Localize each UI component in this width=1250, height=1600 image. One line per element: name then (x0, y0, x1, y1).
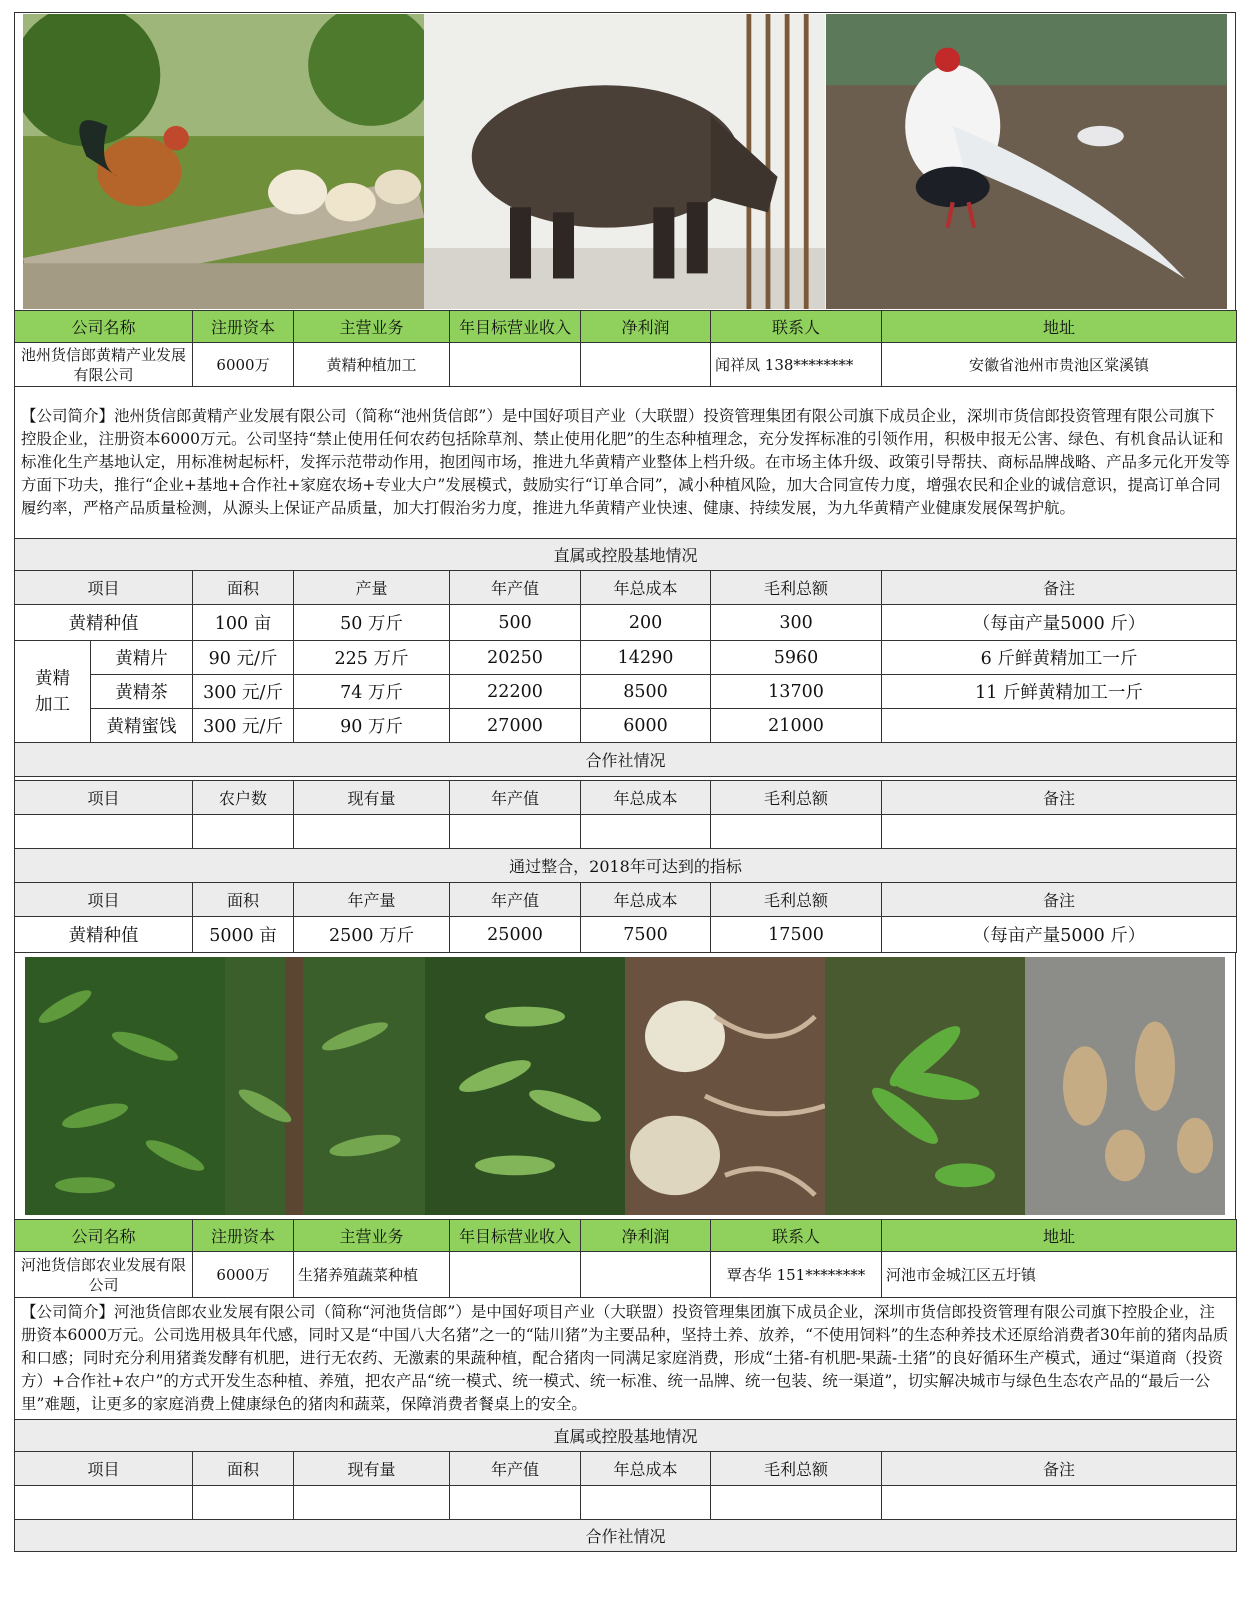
target-area: 5000 亩 (193, 917, 294, 953)
coop-section-title: 合作社情况 (15, 743, 1237, 777)
col-item: 项目 (15, 781, 193, 815)
address: 安徽省池州市贵池区棠溪镇 (882, 343, 1237, 387)
header-annual-revenue-target: 年目标营业收入 (450, 311, 581, 343)
col-annual-output: 年产量 (294, 883, 450, 917)
header-contact: 联系人 (711, 1220, 882, 1252)
proc-remark: 6 斤鲜黄精加工一斤 (882, 641, 1237, 675)
proc-item: 黄精片 (91, 641, 193, 675)
header-address: 地址 (882, 1220, 1237, 1252)
base-header-row (15, 1452, 1237, 1486)
col-item: 项目 (15, 571, 193, 605)
wild-boar-photo (424, 14, 825, 309)
address: 河池市金城江区五圩镇 (882, 1252, 1237, 1298)
company2-header-row (15, 1220, 1237, 1252)
proc-profit: 21000 (711, 709, 882, 743)
proc-output: 90 万斤 (294, 709, 450, 743)
header-address: 地址 (882, 311, 1237, 343)
col-output: 产量 (294, 571, 450, 605)
processing-row (15, 709, 1237, 743)
col-annual-cost: 年总成本 (581, 571, 711, 605)
proc-item: 黄精蜜饯 (91, 709, 193, 743)
company2-intro-row (15, 1298, 1237, 1420)
base-section-title-row (15, 539, 1237, 571)
header-main-business: 主营业务 (294, 1220, 450, 1252)
col-annual-value: 年产值 (450, 883, 581, 917)
col-households: 农户数 (193, 781, 294, 815)
header-company-name: 公司名称 (15, 311, 193, 343)
header-main-business: 主营业务 (294, 311, 450, 343)
col-area: 面积 (193, 883, 294, 917)
registered-capital: 6000万 (193, 343, 294, 387)
col-gross-profit: 毛利总额 (711, 781, 882, 815)
col-annual-value: 年产值 (450, 781, 581, 815)
planting-profit: 300 (711, 605, 882, 641)
col-item: 项目 (15, 1452, 193, 1486)
base-empty-row (15, 1486, 1237, 1520)
coop-section-title-row (15, 1520, 1237, 1552)
proc-cost: 6000 (581, 709, 711, 743)
col-annual-cost: 年总成本 (581, 1452, 711, 1486)
processing-label: 黄精加工 (15, 641, 91, 743)
col-remarks: 备注 (882, 571, 1237, 605)
target-item: 黄精种值 (15, 917, 193, 953)
proc-value: 27000 (450, 709, 581, 743)
proc-price: 90 元/斤 (193, 641, 294, 675)
col-current: 现有量 (294, 781, 450, 815)
company2-table (14, 1219, 1237, 1552)
contact: 覃杏华 151******** (711, 1252, 882, 1298)
company1-table (14, 310, 1237, 953)
col-annual-value: 年产值 (450, 1452, 581, 1486)
net-profit (581, 1252, 711, 1298)
company-name: 河池货信郎农业发展有限公司 (15, 1252, 193, 1298)
target-section-title: 通过整合，2018年可达到的指标 (15, 849, 1237, 883)
col-remarks: 备注 (882, 1452, 1237, 1486)
col-remarks: 备注 (882, 781, 1237, 815)
col-annual-value: 年产值 (450, 571, 581, 605)
company1-info-row (15, 343, 1237, 387)
animal-photo-strip (14, 12, 1236, 310)
base-section-title: 直属或控股基地情况 (15, 1420, 1237, 1452)
header-contact: 联系人 (711, 311, 882, 343)
polygonatum-seedling-photo (825, 957, 1025, 1215)
target-output: 2500 万斤 (294, 917, 450, 953)
coop-section-title: 合作社情况 (15, 1520, 1237, 1552)
target-row (15, 917, 1237, 953)
proc-profit: 5960 (711, 641, 882, 675)
col-annual-cost: 年总成本 (581, 781, 711, 815)
company-intro: 【公司简介】池州货信郎黄精产业发展有限公司（简称“池州货信郎”）是中国好项目产业（大联盟）投资管理集团有限公司旗下成员企业，深圳市货信郎投资管理有限公司旗下控股企业，注册资本6000万元。公司坚持“禁止使用任何农药包括除草剂、禁止使用化肥”的生态种植理念，充分发挥标准的引领作用，积极申报无公害、绿色、有机食品认证和标准化生产基地认定，用标准树起标杆，发挥示范带动作用，抱团闯市场，推进九华黄精产业整体上档升级。在市场主体升级、政策引导帮扶、商标品牌战略、产品多元化开发等方面下功夫，推行“企业+基地+合作社+家庭农场+专业大户”发展模式，鼓励实行“订单合同”，减小种植风险，加大合同宣传力度，增强农民和企业的诚信意识，提高订单合同履约率，严格产品质量检测，从源头上保证产品质量，加大打假治劣力度，推进九华黄精产业快速、健康、持续发展，为九华黄精产业健康发展保驾护航。 (15, 387, 1237, 539)
header-net-profit: 净利润 (581, 1220, 711, 1252)
proc-output: 225 万斤 (294, 641, 450, 675)
col-item: 项目 (15, 883, 193, 917)
polygonatum-rhizome-photo (625, 957, 825, 1215)
target-profit: 17500 (711, 917, 882, 953)
proc-remark (882, 709, 1237, 743)
annual-revenue-target (450, 1252, 581, 1298)
main-business: 黄精种植加工 (294, 343, 450, 387)
company-intro: 【公司简介】河池货信郎农业发展有限公司（简称“河池货信郎”）是中国好项目产业（大联盟）投资管理集团旗下成员企业，深圳市货信郎投资管理有限公司旗下控股企业，注册资本6000万元。公司选用极具年代感，同时又是“中国八大名猪”之一的“陆川猪”为主要品种，坚持土养、放养，“不使用饲料”的生态种养技术还原给消费者30年前的猪肉品质和口感；同时充分利用猪粪发酵有机肥，进行无农药、无激素的果蔬种植，配合猪肉一同满足家庭消费，形成“土猪-有机肥-果蔬-土猪”的良好循环生产模式，通过“渠道商（投资方）+合作社+农户”的方式开发生态种植、养殖，把农产品“统一模式、统一模式、统一标准、统一品牌、统一包装、统一渠道”，切实解决城市与绿色生态农产品的“最后一公里”难题，让更多的家庭消费上健康绿色的猪肉和蔬菜，保障消费者餐桌上的安全。 (15, 1298, 1237, 1420)
base-section-title: 直属或控股基地情况 (15, 539, 1237, 571)
company-name: 池州货信郎黄精产业发展有限公司 (15, 343, 193, 387)
company1-intro-row (15, 387, 1237, 539)
polygonatum-plants-photo (25, 957, 225, 1215)
proc-value: 20250 (450, 641, 581, 675)
net-profit (581, 343, 711, 387)
col-gross-profit: 毛利总额 (711, 571, 882, 605)
coop-header-row (15, 781, 1237, 815)
coop-section-title-row (15, 743, 1237, 777)
col-remarks: 备注 (882, 883, 1237, 917)
registered-capital: 6000万 (193, 1252, 294, 1298)
document-sheet (14, 12, 1236, 1552)
dried-rhizome-photo (1025, 957, 1225, 1215)
col-gross-profit: 毛利总额 (711, 883, 882, 917)
proc-output: 74 万斤 (294, 675, 450, 709)
company2-info-row (15, 1252, 1237, 1298)
chickens-photo (23, 14, 424, 309)
planting-value: 500 (450, 605, 581, 641)
col-current: 现有量 (294, 1452, 450, 1486)
header-net-profit: 净利润 (581, 311, 711, 343)
target-remark: （每亩产量5000 斤） (882, 917, 1237, 953)
coop-empty-row (15, 815, 1237, 849)
header-registered-capital: 注册资本 (193, 311, 294, 343)
silver-pheasant-photo (826, 14, 1227, 309)
polygonatum-leaves-photo (425, 957, 625, 1215)
planting-remark: （每亩产量5000 斤） (882, 605, 1237, 641)
proc-cost: 8500 (581, 675, 711, 709)
processing-row (15, 675, 1237, 709)
contact: 闻祥凤 138******** (711, 343, 882, 387)
forest-plants-photo (225, 957, 425, 1215)
col-area: 面积 (193, 1452, 294, 1486)
target-value: 25000 (450, 917, 581, 953)
target-section-title-row (15, 849, 1237, 883)
planting-row (15, 605, 1237, 641)
proc-profit: 13700 (711, 675, 882, 709)
planting-area: 100 亩 (193, 605, 294, 641)
proc-remark: 11 斤鲜黄精加工一斤 (882, 675, 1237, 709)
header-registered-capital: 注册资本 (193, 1220, 294, 1252)
col-annual-cost: 年总成本 (581, 883, 711, 917)
proc-price: 300 元/斤 (193, 675, 294, 709)
base-header-row (15, 571, 1237, 605)
target-header-row (15, 883, 1237, 917)
main-business: 生猪养殖蔬菜种植 (294, 1252, 450, 1298)
col-gross-profit: 毛利总额 (711, 1452, 882, 1486)
planting-cost: 200 (581, 605, 711, 641)
planting-output: 50 万斤 (294, 605, 450, 641)
proc-cost: 14290 (581, 641, 711, 675)
company1-header-row (15, 311, 1237, 343)
proc-item: 黄精茶 (91, 675, 193, 709)
processing-row (15, 641, 1237, 675)
proc-price: 300 元/斤 (193, 709, 294, 743)
col-area: 面积 (193, 571, 294, 605)
proc-value: 22200 (450, 675, 581, 709)
plant-photo-strip (14, 953, 1236, 1219)
header-company-name: 公司名称 (15, 1220, 193, 1252)
header-annual-revenue-target: 年目标营业收入 (450, 1220, 581, 1252)
annual-revenue-target (450, 343, 581, 387)
target-cost: 7500 (581, 917, 711, 953)
planting-item: 黄精种值 (15, 605, 193, 641)
base-section-title-row (15, 1420, 1237, 1452)
